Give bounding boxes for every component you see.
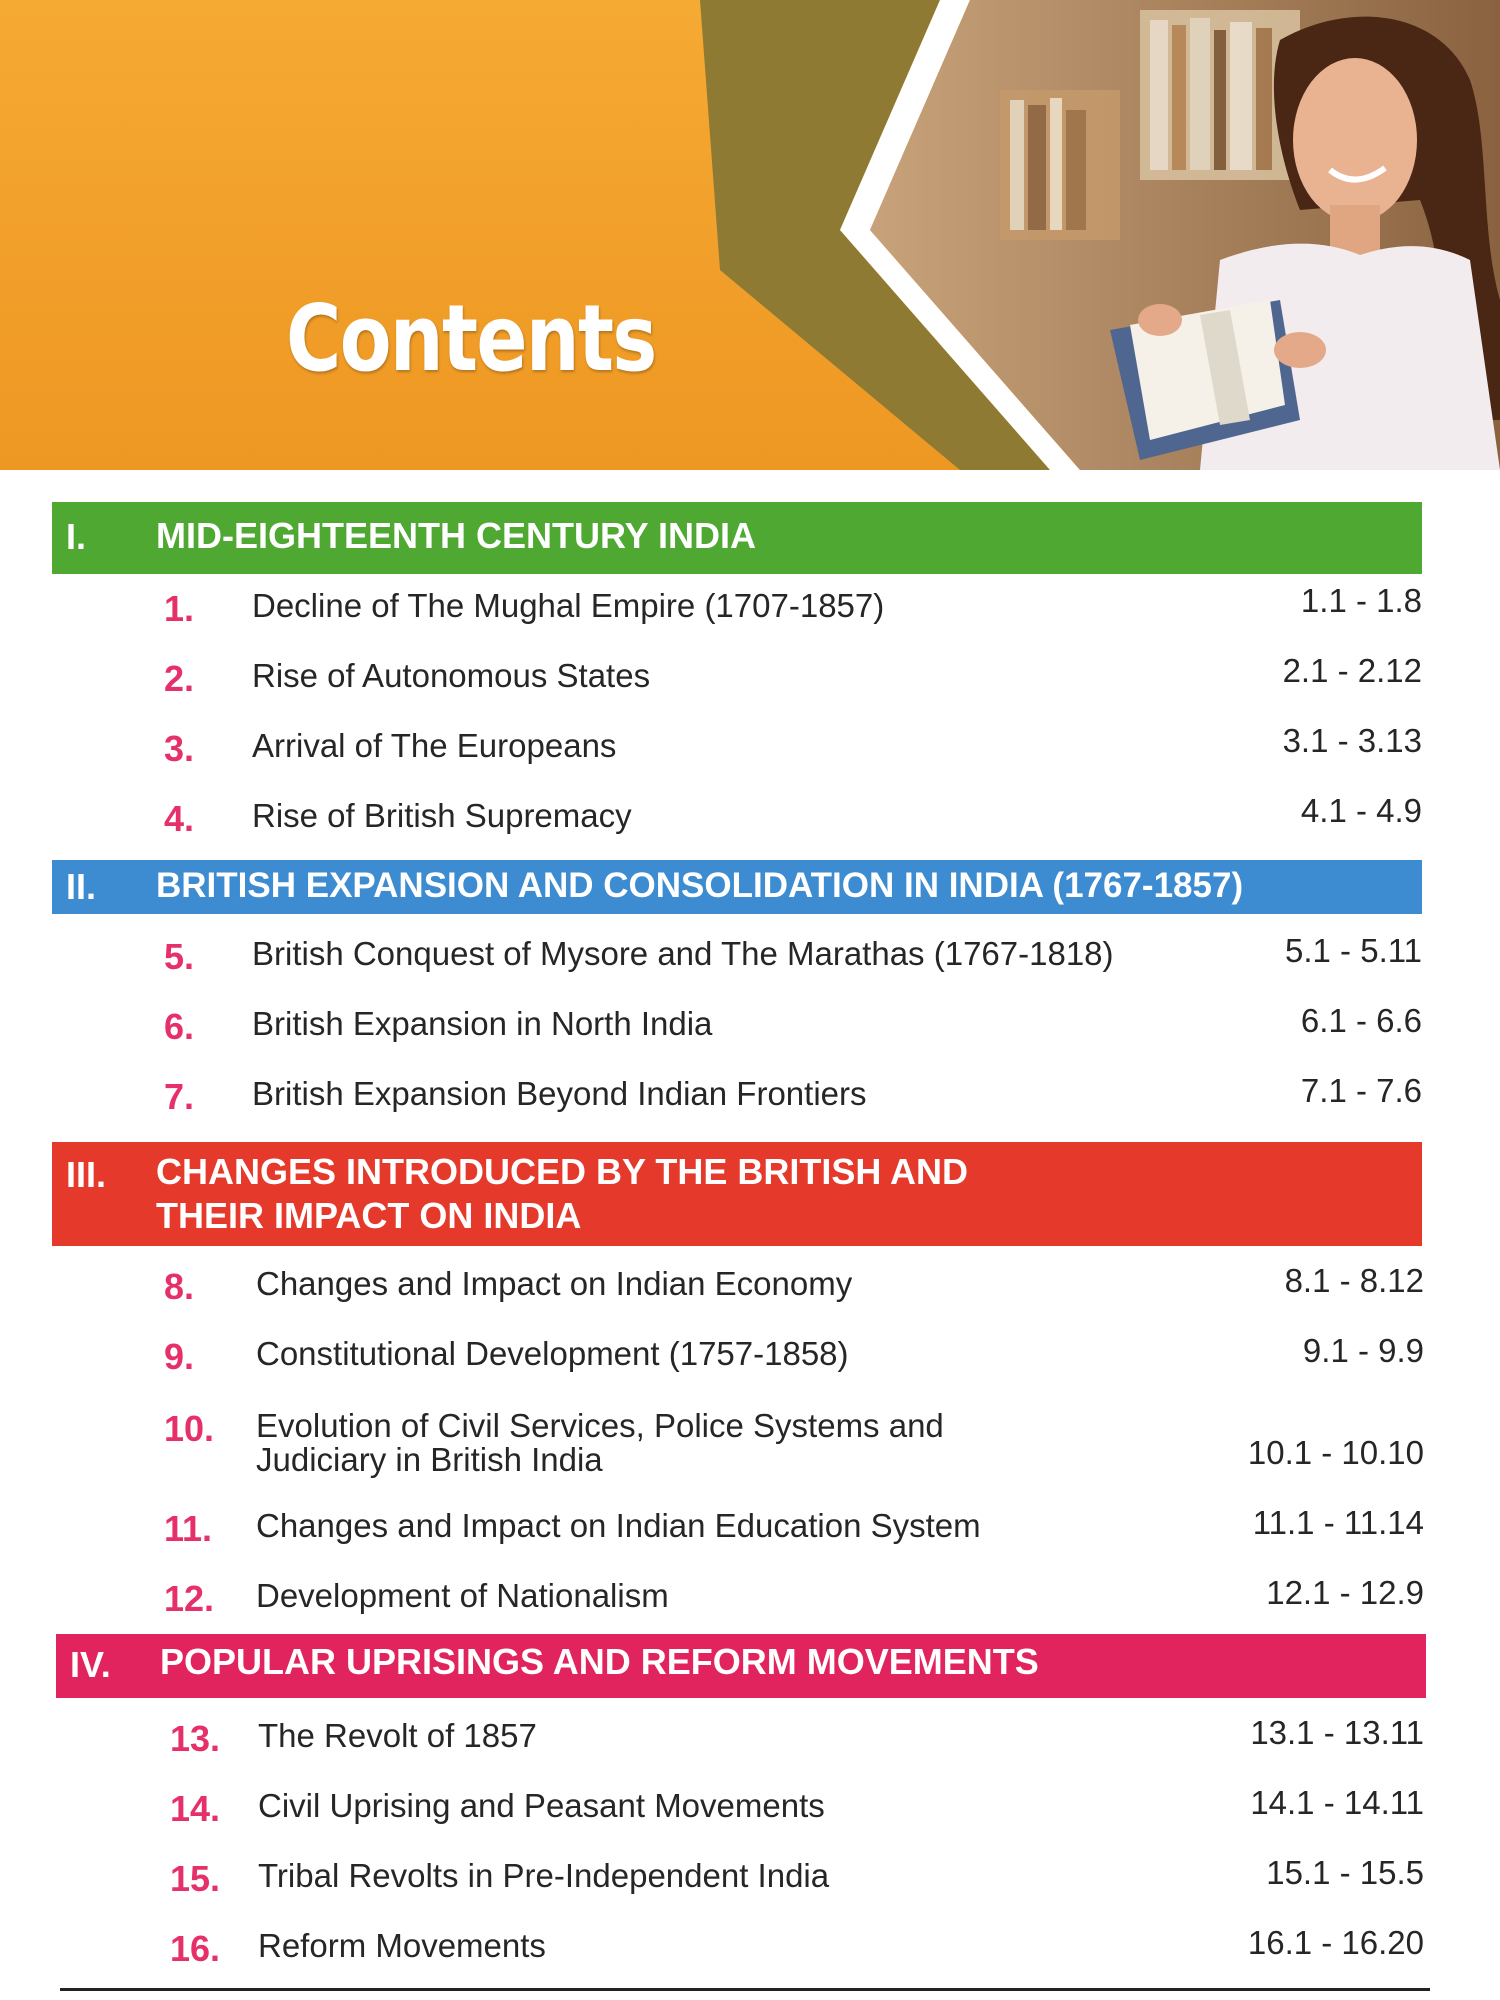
chapter-title: British Conquest of Mysore and The Marathas (1767-1818)	[252, 935, 1114, 972]
chapter-title-line2: Judiciary in British India	[256, 1441, 603, 1478]
chapter-number: 9.	[164, 1336, 195, 1377]
chapter-number: 16.	[170, 1928, 221, 1969]
chapter-title: Arrival of The Europeans	[252, 727, 617, 764]
banner-graphic	[0, 0, 1500, 470]
chapter-title-line1: Evolution of Civil Services, Police Systems and	[256, 1407, 944, 1444]
section-header-ii	[52, 860, 1422, 914]
chapter-number: 10.	[164, 1408, 215, 1449]
chapter-title: Changes and Impact on Indian Economy	[256, 1265, 853, 1302]
chapter-number: 11.	[164, 1508, 213, 1549]
section-title: POPULAR UPRISINGS AND REFORM MOVEMENTS	[160, 1641, 1039, 1682]
chapter-row[interactable]	[0, 1714, 1500, 1778]
section-title: BRITISH EXPANSION AND CONSOLIDATION IN INDIA (1767-1857)	[156, 866, 1244, 905]
chapter-title: Development of Nationalism	[256, 1577, 669, 1614]
chapter-pages: 12.1 - 12.9	[1266, 1574, 1424, 1611]
chapter-row[interactable]	[0, 792, 1500, 858]
chapter-row[interactable]	[0, 1072, 1500, 1136]
bottom-divider	[60, 1988, 1430, 1991]
chapter-row[interactable]	[0, 932, 1500, 996]
chapter-pages: 3.1 - 3.13	[1282, 722, 1422, 759]
chapter-pages: 8.1 - 8.12	[1284, 1262, 1424, 1299]
chapter-row[interactable]	[0, 1854, 1500, 1918]
chapter-pages: 11.1 - 11.14	[1252, 1504, 1424, 1541]
section-title-line2: THEIR IMPACT ON INDIA	[156, 1195, 582, 1236]
chapter-row[interactable]	[0, 1784, 1500, 1848]
chapter-pages: 5.1 - 5.11	[1285, 932, 1422, 969]
chapter-title: Tribal Revolts in Pre-Independent India	[258, 1857, 830, 1894]
section-number: IV.	[70, 1644, 111, 1685]
chapter-row[interactable]	[0, 1332, 1500, 1396]
chapter-row[interactable]	[0, 652, 1500, 718]
chapter-row[interactable]	[0, 1924, 1500, 1988]
chapter-title: Civil Uprising and Peasant Movements	[258, 1787, 825, 1824]
page-title: Contents	[286, 285, 656, 392]
chapter-row[interactable]	[0, 1504, 1500, 1568]
section-title: MID-EIGHTEENTH CENTURY INDIA	[156, 515, 757, 556]
chapter-pages: 16.1 - 16.20	[1247, 1924, 1424, 1961]
chapter-pages: 6.1 - 6.6	[1300, 1002, 1422, 1039]
chapter-title: Rise of Autonomous States	[252, 657, 651, 694]
chapter-title: British Expansion in North India	[252, 1005, 713, 1042]
section-header-iii	[52, 1142, 1422, 1246]
chapter-number: 1.	[164, 588, 195, 629]
chapter-pages: 10.1 - 10.10	[1247, 1434, 1424, 1471]
chapter-pages: 15.1 - 15.5	[1266, 1854, 1424, 1891]
chapter-pages: 7.1 - 7.6	[1300, 1072, 1422, 1109]
chapter-number: 7.	[164, 1076, 195, 1117]
chapter-number: 5.	[164, 936, 195, 977]
chapter-number: 14.	[170, 1788, 221, 1829]
chapter-number: 12.	[164, 1578, 215, 1619]
section-number: II.	[66, 866, 97, 907]
section-number: I.	[66, 516, 87, 557]
section-header-i	[52, 502, 1422, 574]
section-title-line1: CHANGES INTRODUCED BY THE BRITISH AND	[156, 1151, 969, 1192]
chapter-title: British Expansion Beyond Indian Frontiers	[252, 1075, 867, 1112]
chapter-title: Constitutional Development (1757-1858)	[256, 1335, 849, 1372]
chapter-pages: 9.1 - 9.9	[1302, 1332, 1424, 1369]
chapter-title: Rise of British Supremacy	[252, 797, 632, 834]
chapter-pages: 2.1 - 2.12	[1282, 652, 1422, 689]
chapter-row[interactable]	[0, 1408, 1500, 1484]
chapter-number: 13.	[170, 1718, 221, 1759]
chapter-title: Changes and Impact on Indian Education System	[256, 1507, 981, 1544]
chapter-row[interactable]	[0, 722, 1500, 788]
chapter-row[interactable]	[0, 1262, 1500, 1326]
chapter-number: 6.	[164, 1006, 195, 1047]
chapter-pages: 1.1 - 1.8	[1300, 582, 1422, 619]
chapter-row[interactable]	[0, 1002, 1500, 1066]
chapter-title: Decline of The Mughal Empire (1707-1857)	[252, 587, 885, 624]
chapter-row[interactable]	[0, 582, 1500, 648]
chapter-pages: 4.1 - 4.9	[1300, 792, 1422, 829]
chapter-pages: 14.1 - 14.11	[1250, 1784, 1424, 1821]
chapter-number: 3.	[164, 728, 195, 769]
section-number: III.	[66, 1154, 107, 1195]
chapter-number: 2.	[164, 658, 195, 699]
chapter-row[interactable]	[0, 1574, 1500, 1638]
chapter-pages: 13.1 - 13.11	[1250, 1714, 1424, 1751]
section-header-iv	[56, 1634, 1426, 1698]
chapter-title: The Revolt of 1857	[258, 1717, 537, 1754]
chapter-number: 4.	[164, 798, 195, 839]
header-banner	[0, 0, 1500, 470]
chapter-number: 15.	[170, 1858, 221, 1899]
chapter-number: 8.	[164, 1266, 195, 1307]
chapter-title: Reform Movements	[258, 1927, 546, 1964]
